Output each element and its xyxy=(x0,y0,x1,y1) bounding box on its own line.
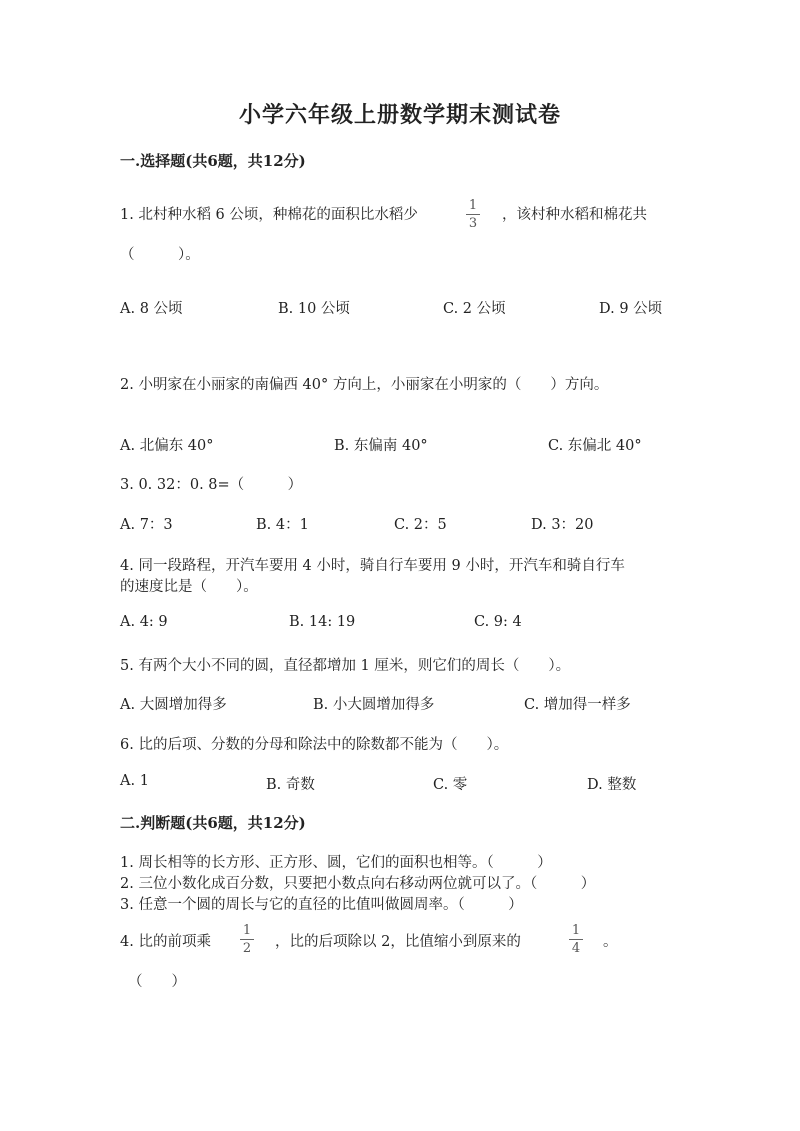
judgement-item-4-blank: （ ） xyxy=(128,974,186,990)
question-3-option-b: B. 4：1 xyxy=(256,517,309,533)
judgement-item-2: 2. 三位小数化成百分数，只要把小数点向右移动两位就可以了。（ ） xyxy=(120,876,596,892)
question-3-option-d: D. 3：20 xyxy=(531,517,594,533)
question-2-option-c: C. 东偏北 40° xyxy=(548,438,642,454)
fraction-bar xyxy=(240,939,254,940)
judgement-item-4-mid: ，比的后项除以 2，比值缩小到原来的 xyxy=(275,934,521,950)
question-3-text: 3. 0. 32：0. 8=（ ） xyxy=(120,477,303,493)
question-2-option-b: B. 东偏南 40° xyxy=(334,438,428,454)
section-heading-judgement: 二.判断题(共6题，共12分) xyxy=(120,814,306,832)
question-6-option-c: C. 零 xyxy=(433,777,468,793)
question-1-option-d: D. 9 公顷 xyxy=(599,301,663,317)
fraction-bar xyxy=(466,214,480,215)
question-2-text: 2. 小明家在小丽家的南偏西 40° 方向上，小丽家在小明家的（ ）方向。 xyxy=(120,377,609,393)
judgement-item-1: 1. 周长相等的长方形、正方形、圆，它们的面积也相等。（ ） xyxy=(120,855,552,871)
question-1-option-c: C. 2 公顷 xyxy=(443,301,506,317)
fraction-numerator: 1 xyxy=(242,923,252,938)
question-5-option-b: B. 小大圆增加得多 xyxy=(313,697,435,713)
question-6-option-b: B. 奇数 xyxy=(266,777,315,793)
fraction-denominator: 4 xyxy=(571,941,581,956)
fraction-one-third xyxy=(466,198,480,231)
fraction-denominator: 3 xyxy=(468,216,478,231)
question-2-option-a: A. 北偏东 40° xyxy=(120,438,214,454)
question-4-text: 4. 同一段路程，开汽车要用 4 小时，骑自行车要用 9 小时，开汽车和骑自行车 xyxy=(120,558,625,574)
fraction-denominator: 2 xyxy=(242,941,252,956)
section-heading-choice: 一.选择题(共6题，共12分) xyxy=(120,152,306,170)
question-5-option-c: C. 增加得一样多 xyxy=(524,697,631,713)
question-5-text: 5. 有两个大小不同的圆，直径都增加 1 厘米，则它们的周长（ ）。 xyxy=(120,658,571,674)
question-3-option-c: C. 2：5 xyxy=(394,517,447,533)
judgement-item-3: 3. 任意一个圆的周长与它的直径的比值叫做圆周率。（ ） xyxy=(120,897,523,913)
question-6-option-a: A. 1 xyxy=(120,773,149,789)
question-5-option-a: A. 大圆增加得多 xyxy=(120,697,227,713)
question-1-blank: （ ）。 xyxy=(120,247,200,263)
fraction-one-quarter xyxy=(569,923,583,956)
question-4-option-a: A. 4: 9 xyxy=(120,614,168,630)
fraction-numerator: 1 xyxy=(468,198,478,213)
question-6-text: 6. 比的后项、分数的分母和除法中的除数都不能为（ ）。 xyxy=(120,737,509,753)
question-1-text-after: ，该村种水稻和棉花共 xyxy=(502,207,647,223)
judgement-item-4-end: 。 xyxy=(603,934,618,950)
question-6-option-d: D. 整数 xyxy=(587,777,637,793)
fraction-bar xyxy=(569,939,583,940)
fraction-one-half xyxy=(240,923,254,956)
question-3-option-a: A. 7：3 xyxy=(120,517,173,533)
question-1-text: 1. 北村种水稻 6 公顷，种棉花的面积比水稻少 xyxy=(120,207,418,223)
question-1-option-a: A. 8 公顷 xyxy=(120,301,183,317)
page-title: 小学六年级上册数学期末测试卷 xyxy=(238,102,561,128)
question-4-text-line2: 的速度比是（ ）。 xyxy=(120,579,258,595)
question-4-option-c: C. 9: 4 xyxy=(474,614,522,630)
judgement-item-4: 4. 比的前项乘 xyxy=(120,934,211,950)
fraction-numerator: 1 xyxy=(571,923,581,938)
question-4-option-b: B. 14: 19 xyxy=(289,614,356,630)
question-1-option-b: B. 10 公顷 xyxy=(278,301,350,317)
